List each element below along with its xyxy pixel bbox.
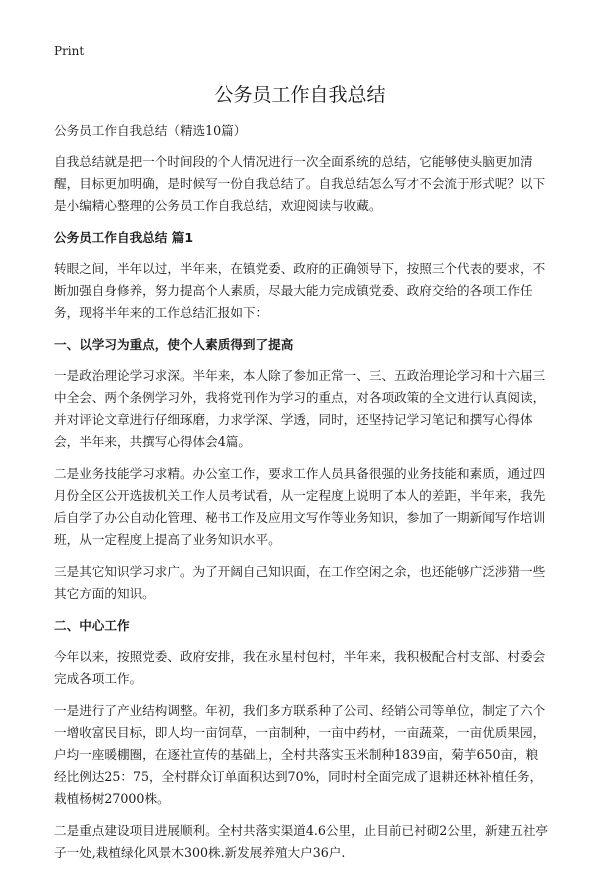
section2-paragraph-2: 一是进行了产业结构调整。年初，我们多方联系种了公司、经销公司等单位，制定了六个一增收富民目标，即人均一亩饲草，一亩制种，一亩中药材，一亩蔬菜，一亩优质果园，户均一座暖棚圈，在逐社宣传的基础上，全村共落实玉米制种1839亩，菊芋650亩，粮经比例达25：75，全村群众订单面积达到70%，同时村全面完成了退耕还林补植任务，栽植杨树27000株。 [54, 703, 546, 806]
section1-paragraph-3: 三是其它知识学习求广。为了开阔自己知识面，在工作空闲之余，也还能够广泛涉猎一些其它方面的知识。 [54, 564, 546, 601]
intro-paragraph: 自我总结就是把一个时间段的个人情况进行一次全面系统的总结，它能够使头脑更加清醒，目标更加明确，是时候写一份自我总结了。自我总结怎么写才不会流于形式呢？以下是小编精心整理的公务员工作自我总结，欢迎阅读与收藏。 [54, 154, 546, 213]
section1-paragraph-2: 二是业务技能学习求精。办公室工作，要求工作人员具备很强的业务技能和素质，通过四月份全区公开选拔机关工作人员考试看，从一定程度上说明了本人的差距，半年来，我先后自学了办公自动化管理、秘书工作及应用文写作等业务知识，参加了一期新闻写作培训班，从一定程度上提高了业务知识水平。 [54, 466, 546, 547]
section2-paragraph-1: 今年以来，按照党委、政府安排，我在永星村包村，半年来，我积极配合村支部、村委会完成各项工作。 [54, 649, 546, 686]
print-link[interactable]: Print [54, 44, 85, 58]
section2-paragraph-3: 二是重点建设项目进展顺利。全村共落实渠道4.6公里，止目前已衬砌2公里，新建五社亭子一处,栽植绿化风景木300株.新发展养殖大户36户. [54, 823, 549, 860]
document-subtitle: 公务员工作自我总结（精选10篇） [54, 123, 247, 138]
document-body [54, 120, 548, 874]
section1-heading: 一、以学习为重点，使个人素质得到了提高 [54, 337, 294, 352]
part1-opening-paragraph: 转眼之间，半年以过，半年来，在镇党委、政府的正确领导下，按照三个代表的要求，不断加强自身修养，努力提高个人素质，尽最大能力完成镇党委、政府交给的各项工作任务，现将半年来的工作总结汇报如下： [54, 261, 546, 320]
part1-heading: 公务员工作自我总结 篇1 [54, 230, 194, 245]
page-title: 公务员工作自我总结 [214, 84, 386, 106]
section1-paragraph-1: 一是政治理论学习求深。半年来，本人除了参加正常一、三、五政治理论学习和十六届三中全会、两个条例学习外，我将党刊作为学习的重点，对各项政策的全文进行认真阅读，并对评论文章进行仔细琢磨，力求学深、学透，同时，还坚持记学习笔记和撰写心得体会，半年来，共撰写心得体会4篇。 [54, 368, 546, 449]
section2-heading: 二、中心工作 [54, 618, 130, 633]
